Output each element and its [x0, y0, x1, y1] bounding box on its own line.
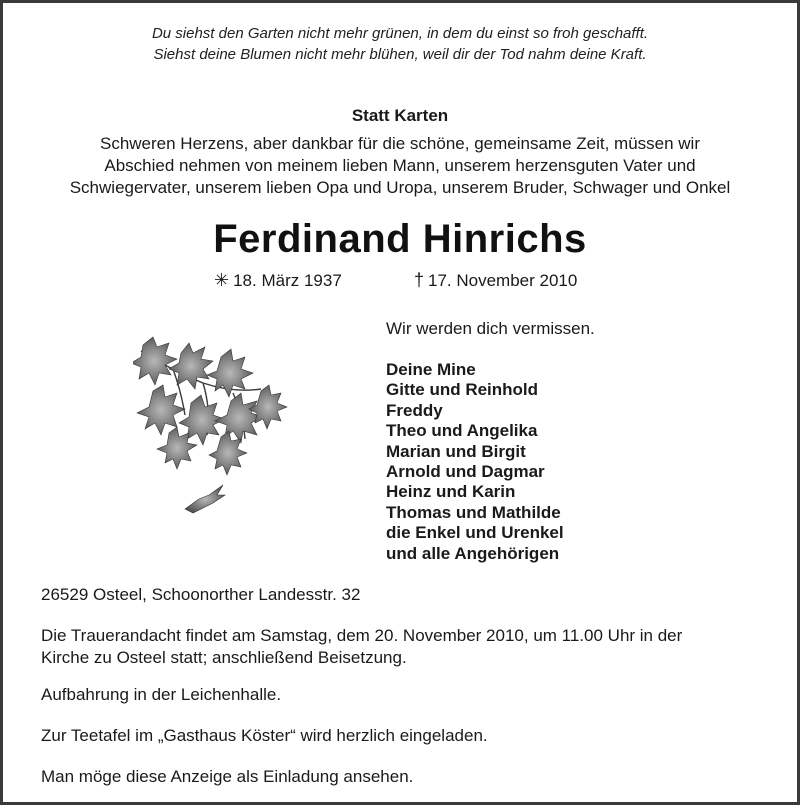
death-date-text: 17. November 2010 — [428, 271, 578, 290]
intro-line-1: Schweren Herzens, aber dankbar für die schöne, gemeinsame Zeit, müssen wir — [99, 134, 700, 153]
intro-line-2: Abschied nehmen von meinem lieben Mann, unserem herzensguten Vater und — [104, 156, 696, 175]
invitation-note: Man möge diese Anzeige als Einladung ansehen. — [41, 767, 414, 786]
mourner-item: Marian und Birgit — [386, 441, 526, 461]
intro-line-3: Schwiegervater, unserem lieben Opa und Uropa, unserem Bruder, Schwager und Onkel — [69, 178, 731, 197]
birth-date-text: 18. März 1937 — [233, 271, 342, 290]
memorial-quote — [3, 23, 797, 65]
intro-text — [3, 133, 797, 199]
mourner-item: die Enkel und Urenkel — [386, 523, 564, 543]
death-date — [414, 270, 577, 291]
service-line-1: Die Trauerandacht findet am Samstag, dem 20. November 2010, um 11.00 Uhr in der — [41, 626, 683, 645]
mourner-item: Arnold und Dagmar — [386, 462, 545, 482]
mourner-item: und alle Angehörigen — [386, 543, 560, 563]
mourner-item: Heinz und Karin — [386, 482, 516, 502]
family-address: 26529 Osteel, Schoonorther Landesstr. 32 — [41, 585, 361, 604]
quote-line-1: Du siehst den Garten nicht mehr grünen, in dem du einst so froh geschafft. — [151, 25, 649, 42]
service-line-2: Kirche zu Osteel statt; anschließend Beisetzung. — [41, 648, 407, 667]
mourner-item: Thomas und Mathilde — [386, 502, 561, 522]
mourners-list — [386, 360, 564, 564]
death-cross-icon: † — [414, 270, 425, 290]
autumn-leaves-illustration — [133, 331, 293, 531]
notice-heading: Statt Karten — [351, 106, 449, 125]
miss-you-text: Wir werden dich vermissen. — [386, 319, 595, 338]
mourner-item: Theo und Angelika — [386, 421, 538, 441]
mourner-item: Freddy — [386, 400, 443, 420]
mourner-item: Gitte und Reinhold — [386, 380, 539, 400]
birth-date — [214, 270, 342, 291]
mourner-item: Deine Mine — [386, 360, 476, 379]
service-info — [41, 625, 682, 669]
quote-line-2: Siehst deine Blumen nicht mehr blühen, weil dir der Tod nahm deine Kraft. — [153, 46, 647, 63]
birth-star-icon: ✳ — [214, 270, 230, 290]
laying-out-info: Aufbahrung in der Leichenhalle. — [41, 685, 282, 704]
deceased-name: Ferdinand Hinrichs — [213, 217, 587, 261]
tea-invitation: Zur Teetafel im „Gasthaus Köster“ wird herzlich eingeladen. — [41, 726, 488, 745]
